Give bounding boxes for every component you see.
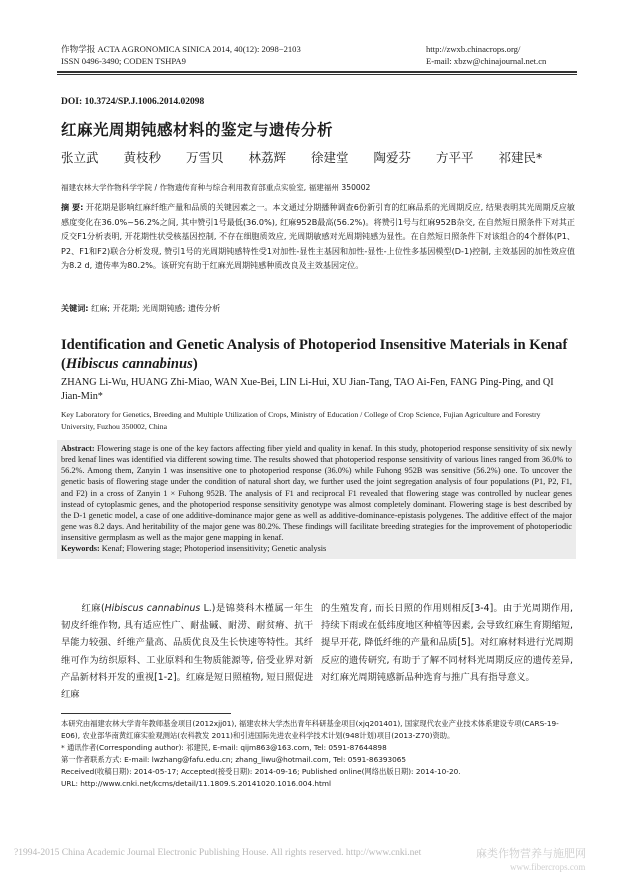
paper-title-cn: 红麻光周期钝感材料的鉴定与遗传分析 — [61, 121, 334, 139]
author-list-cn — [61, 148, 581, 166]
body-column-right: 的生殖发育, 而长日照的作用则相反[3-4]。由于光周期作用, 持续下雨或在低纬度地区种植等因素, 会导致红麻生育期缩短, 提早开花, 降低纤维的产量和品质[5]。对红麻材料进行光周期反应的遗传研究, 有助于了解不同材料光周期反应的遗传差异, 对红麻光周期钝感新品种选育与推广具有指导意义。 — [321, 603, 573, 683]
doi[interactable]: DOI: 10.3724/SP.J.1006.2014.02098 — [61, 97, 205, 107]
journal-issn: ISSN 0496-3490; CODEN TSHPA9 — [61, 56, 186, 66]
journal-email: E-mail: xbzw@chinajournal.net.cn — [426, 56, 547, 66]
affiliation-cn: 福建农林大学作物科学学院 / 作物遗传育种与综合利用教育部重点实验室, 福建福州 350002 — [61, 183, 371, 192]
footnote-rule — [61, 713, 231, 714]
keywords-cn — [61, 303, 220, 314]
abstract-cn — [61, 200, 575, 273]
footnote-funding: 本研究由福建农林大学青年教师基金项目(2012xjj01), 福建农林大学杰出青年科研基金项目(xjq201401), 国家现代农业产业技术体系建设专项(CARS-19-E06), 农业部华南黄红麻实验观测站(农科教发 2011)和引进国际先进农业科学技术计划(948计划)项目(2013-Z70)资助。 — [61, 719, 559, 740]
paper-title-en — [61, 336, 575, 374]
author-cn: 万雪贝 — [186, 150, 224, 165]
author-cn: 黄枝秒 — [123, 150, 162, 165]
body-column-left — [61, 600, 313, 703]
body-species-name: Hibiscus cannabinus — [104, 603, 201, 614]
footnotes — [61, 718, 575, 789]
copyright-footer: ?1994-2015 China Academic Journal Electronic Publishing House. All rights reserved. http://www.cnki.net — [14, 848, 422, 858]
body-text: L.)是锦葵科木槿属一年生韧皮纤维作物, 具有适应性广、耐盐碱、耐涝、耐贫瘠、抗干旱能力较强、纤维产量高、品质优良及生长快速等特性。其纤维可作为纺织原料、工业原料和生物质能源等, 倍受业界对新产品新材料开发的重视[1-2]。红麻是短日照植物, 短日照促进红麻 — [61, 603, 313, 701]
author-cn: 徐建堂 — [311, 150, 349, 165]
journal-citation: 作物学报 ACTA AGRONOMICA SINICA 2014, 40(12): 2098−2103 — [61, 44, 301, 54]
abstract-text-en: Flowering stage is one of the key factors affecting fiber yield and quality in kenaf. In this study, photoperiod response sensitivity of six newly bred kenaf lines was identified via different sowing time. The results showed that photoperiod response sensitivity of various lines ranged from 36.0% to 56.2%. Among them, Zanyin 1 was insensitive one to photoperiod response (36.0%) while Fuhong 952B was sensitive (56.2%) one. To uncover the genetic basis of flowering stage under the condition of natural short day, we further used the joint segregation analysis of four populations (P1, P2, F1, and F2) in a cross of Zanyin 1 × Fuhong 952B. The analysis of F1 and reciprocal F1 revealed that flowering stage was controlled by nuclear genes instead of cytoplasmic genes, and the photoperiod response sensitivity genotype was almost completely dominant. Flowering stage is best described by the D-1 genetic model, a case of one additive-dominance major gene as well as additive-dominance-epistasis polygenes. The additive effect of the major gene was 8.2 days. And heritability of the major gene was 80.2%. These findings will facilitate breeding strategies for the improvement of photoperiodic insensitive germplasm as well as the major gene mapping in kenaf. — [61, 444, 572, 543]
author-cn: 林荔辉 — [248, 150, 287, 165]
title-en-close: ) — [192, 356, 198, 372]
keywords-label-cn: 关键词: — [61, 303, 89, 313]
title-en-part: Identification and Genetic Analysis of Photoperiod Insensitive Materials in Kenaf ( — [61, 337, 568, 372]
author-cn: 方平平 — [436, 150, 474, 165]
header-rule-thin — [57, 74, 577, 75]
affiliation-en: Key Laboratory for Genetics, Breeding and Multiple Utilization of Crops, Ministry of Education / College of Crop Science, Fujian Agriculture and Forestry University, Fuzhou 350002, China — [61, 410, 541, 431]
footnote-url[interactable]: URL: http://www.cnki.net/kcms/detail/11.1809.S.20141020.1016.004.html — [61, 778, 332, 788]
footnote-first-author: 第一作者联系方式: E-mail: lwzhang@fafu.edu.cn; zhang_liwu@hotmail.com, Tel: 0591-86393065 — [61, 754, 407, 764]
keywords-label-en: Keywords: — [61, 544, 100, 554]
watermark-url: www.fibercrops.com — [510, 862, 586, 872]
journal-url[interactable]: http://zwxb.chinacrops.org/ — [426, 44, 521, 54]
journal-contact — [426, 43, 576, 67]
body-text: 红麻( — [81, 603, 105, 614]
footnote-dates: Received(收稿日期): 2014-05-17; Accepted(接受日期): 2014-09-16; Published online(网络出版日期): 2014-10-20. — [61, 766, 461, 776]
footnote-corresponding: * 通讯作者(Corresponding author): 祁建民, E-mail: qijm863@163.com, Tel: 0591-87644898 — [61, 742, 387, 752]
keywords-text-cn: 红麻; 开花期; 光周期钝感; 遗传分析 — [91, 303, 221, 313]
author-cn: 张立武 — [61, 150, 99, 165]
journal-header — [61, 43, 351, 67]
abstract-label-en: Abstract: — [61, 444, 95, 453]
keywords-text-en: Kenaf; Flowering stage; Photoperiod insensitivity; Genetic analysis — [101, 544, 327, 554]
abstract-text-cn: 开花期是影响红麻纤维产量和品质的关键因素之一。本文通过分期播种调查6份新引育的红麻品系的光周期反应, 结果表明其光周期反应敏感度变化在36.0%~56.2%之间, 其中赞引1号最低(36.0%), 红麻952B最高(56.2%)。将赞引1号与红麻952B杂交, 在自然短日照条件下对其正反交F1分析表明, 开花期性状受核基因控制, 不存在细胞质效应, 光周期敏感对光周期钝感为显性。在自然短日照条件下对该组合的4个群体(P1、P2、F1和F2)联合分析发现, 赞引1号的光周期钝感特性受1对加性-显性主基因和加性-显性-上位性多基因模型(D-1)控制, 主效基因的加性效应值为8.2 d, 遗传率为80.2%。该研究有助于红麻光周期钝感种质改良及主效基因定位。 — [61, 202, 575, 271]
author-list-en: ZHANG Li-Wu, HUANG Zhi-Miao, WAN Xue-Bei, LIN Li-Hui, XU Jian-Tang, TAO Ai-Fen, FANG Ping-Ping, and QI Jian-Min* — [61, 377, 554, 403]
abstract-en-box — [57, 440, 576, 559]
watermark: 麻类作物营养与施肥网 — [476, 847, 586, 860]
author-cn: 祁建民* — [498, 150, 543, 165]
title-en-species: Hibiscus cannabinus — [65, 356, 193, 372]
keywords-en — [61, 543, 572, 555]
abstract-en — [61, 443, 572, 543]
header-rule-thick — [57, 71, 577, 73]
abstract-label-cn: 摘 要: — [61, 202, 84, 212]
author-cn: 陶爱芬 — [373, 150, 412, 165]
